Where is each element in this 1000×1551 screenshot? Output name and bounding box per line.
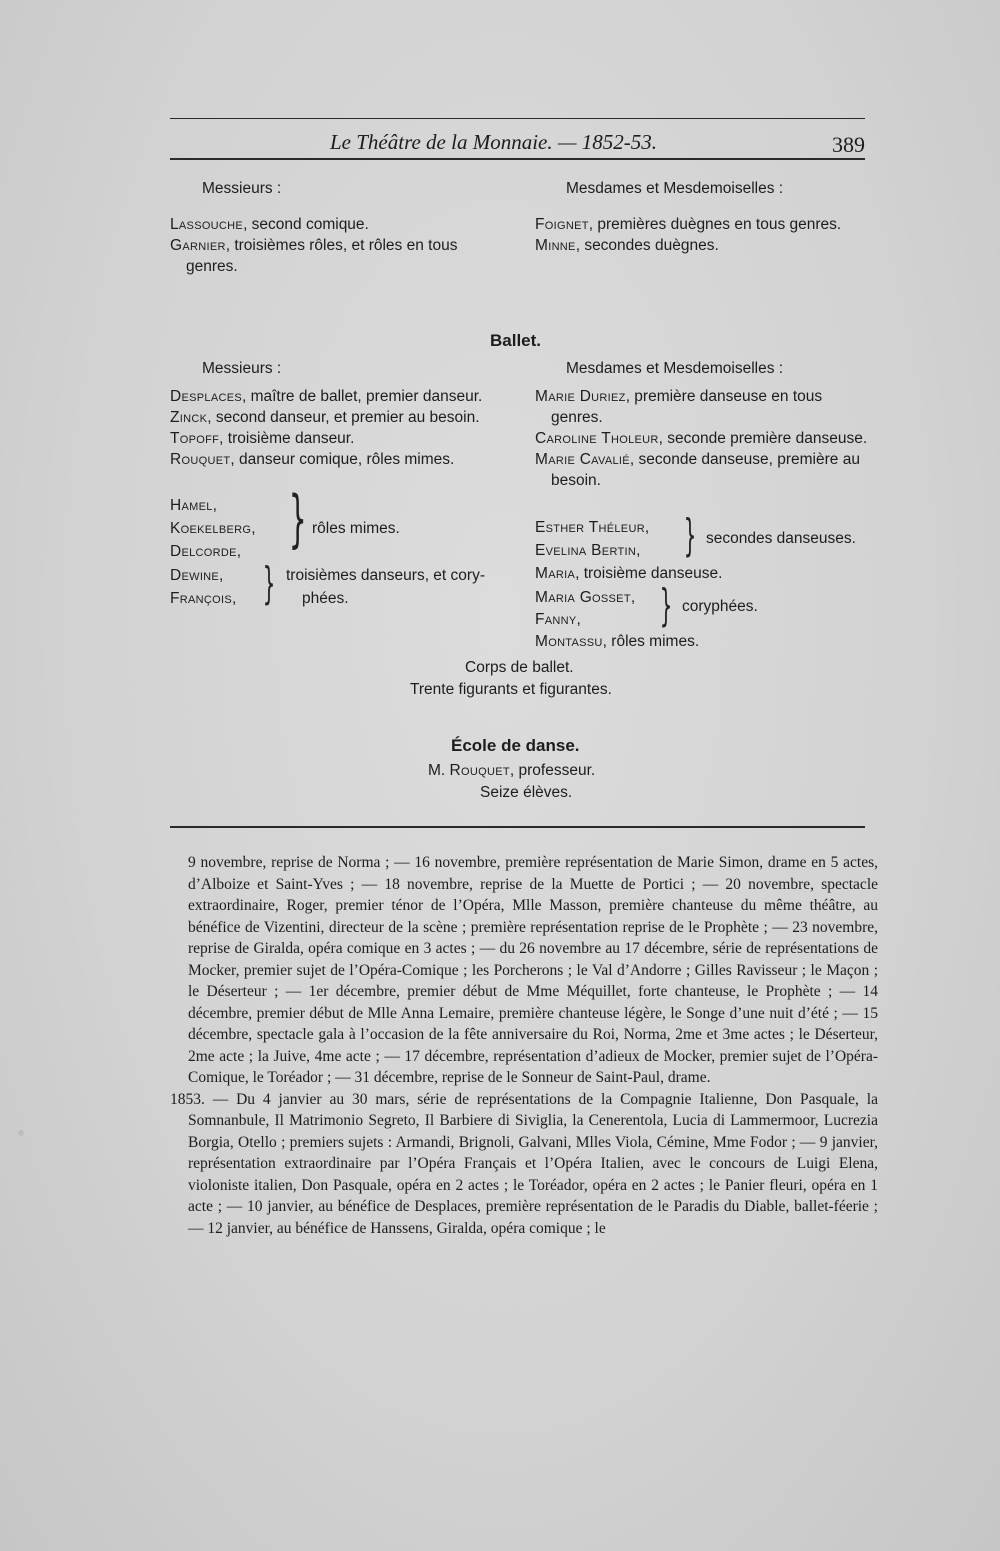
ballet-men-list	[170, 386, 510, 470]
group-role: rôles mimes.	[312, 520, 400, 537]
list-item: Delcorde,	[170, 543, 242, 560]
list-item: Koekelberg,	[170, 520, 256, 537]
ballet-women-list	[535, 386, 870, 491]
opera-women-list	[535, 214, 870, 256]
ballet-men-heading: Messieurs :	[202, 360, 282, 377]
brace-icon: }	[288, 482, 307, 555]
list-item: Evelina Bertin,	[535, 542, 641, 559]
men-heading: Messieurs :	[202, 180, 282, 197]
ecole-students: Seize élèves.	[480, 784, 573, 801]
list-item: Marie Cavalié, seconde danseuse, première au besoin.	[535, 451, 860, 489]
header-top-rule	[170, 118, 865, 119]
chronicle-text	[170, 852, 878, 1239]
chronicle-paragraph: 9 novembre, reprise de Norma ; — 16 novembre, première représentation de Marie Simon, drame en 5 actes, d’Alboize et Saint-Yves ; — 18 novembre, reprise de la Muette de Portici ; — 20 novembre, spectacle extraordinaire, Roger, premier ténor de l’Opéra, Mlle Masson, première chanteuse du même théâtre, au bénéfice de Vizentini, directeur de la scène ; première représentation reprise de le Prophète ; — 23 novembre, reprise de Giralda, opéra comique en 3 actes ; — du 26 novembre au 17 décembre, série de représentations de Mocker, premier sujet de l’Opéra-Comique ; les Porcherons ; le Val d’Andorre ; Gilles Ravisseur ; le Maçon ; le Déserteur ; — 1er décembre, premier début de Mme Méquillet, forte chanteuse, le Prophète ; — 14 décembre, premier début de Mlle Anna Lemaire, première chanteuse légère, le Songe d’une nuit d’été ; — 15 décembre, spectacle gala à l’occasion de la fête anniversaire du Roi, Norma, 2me et 3me actes ; le Déserteur, 2me acte ; la Juive, 4me acte ; — 17 décembre, représentation d’adieux de Mocker, premier sujet de l’Opéra-Comique, le Toréador ; — 31 décembre, reprise de le Sonneur de Saint-Paul, drame.	[188, 854, 878, 1086]
list-item: Lassouche, second comique.	[170, 216, 369, 233]
list-item: Maria Gosset,	[535, 589, 636, 606]
ecole-heading: École de danse.	[451, 736, 580, 755]
list-item: Montassu, rôles mimes.	[535, 633, 700, 650]
list-item: Caroline Tholeur, seconde première danseuse.	[535, 430, 868, 447]
list-item: Marie Duriez, première danseuse en tous genres.	[535, 388, 823, 426]
brace-icon: }	[262, 558, 276, 609]
list-item: Esther Théleur,	[535, 519, 650, 536]
chronicle-paragraph: 1853. — Du 4 janvier au 30 mars, série de représentations de la Compagnie Italienne, Don Pasquale, la Somnanbule, Il Matrimonio Segreto, Il Barbiere di Siviglia, la Cenerentola, Lucia di Lammermoor, Lucrezia Borgia, Otello ; premiers sujets : Armandi, Brignoli, Galvani, Mlles Viola, Cémine, Mme Fodor ; — 9 janvier, représentation extraordinaire par l’Opéra Français et l’Opéra Italien, avec le concours de Luigi Elena, violoniste italien, Don Pasquale, opéra en 2 actes ; le Toréador, opéra en 2 actes ; le Panier fleuri, opéra en 1 acte ; — 10 janvier, au bénéfice de Desplaces, première représentation de le Paradis du Diable, ballet-féerie ; — 12 janvier, au bénéfice de Hanssens, Giralda, opéra comique ; le	[170, 1090, 878, 1237]
list-item: Hamel,	[170, 497, 218, 514]
women-heading: Mesdames et Mesdemoiselles :	[566, 180, 784, 197]
ballet-women-heading: Mesdames et Mesdemoiselles :	[566, 360, 784, 377]
corps-de-ballet: Corps de ballet.	[465, 659, 574, 676]
opera-men-list	[170, 214, 510, 277]
list-item: Garnier, troisièmes rôles, et rôles en tous genres.	[170, 237, 458, 275]
group-role: phées.	[302, 590, 349, 607]
running-title: Le Théâtre de la Monnaie. — 1852-53.	[330, 130, 658, 154]
list-item: Dewine,	[170, 567, 224, 584]
list-item: Minne, secondes duègnes.	[535, 237, 719, 254]
list-item: Maria, troisième danseuse.	[535, 565, 723, 582]
corps-de-ballet-detail: Trente figurants et figurantes.	[410, 681, 612, 698]
scan-smudge	[18, 1130, 24, 1136]
list-item: Topoff, troisième danseur.	[170, 430, 355, 447]
header-bottom-rule	[170, 158, 865, 160]
ecole-professor: M. Rouquet, professeur.	[428, 762, 596, 779]
group-role: secondes danseuses.	[706, 530, 856, 547]
group-role: coryphées.	[682, 598, 758, 615]
list-item: Desplaces, maître de ballet, premier danseur.	[170, 388, 483, 405]
section-divider	[170, 826, 865, 828]
list-item: Rouquet, danseur comique, rôles mimes.	[170, 451, 455, 468]
list-item: Zinck, second danseur, et premier au besoin.	[170, 409, 480, 426]
list-item: Fanny,	[535, 611, 582, 628]
list-item: François,	[170, 590, 237, 607]
page-number: 389	[832, 132, 865, 157]
brace-icon: }	[659, 580, 673, 631]
group-role: troisièmes danseurs, et cory-	[286, 567, 485, 584]
ballet-heading: Ballet.	[490, 331, 542, 350]
list-item: Foignet, premières duègnes en tous genres.	[535, 216, 842, 233]
brace-icon: }	[683, 510, 697, 561]
running-header	[170, 126, 865, 160]
